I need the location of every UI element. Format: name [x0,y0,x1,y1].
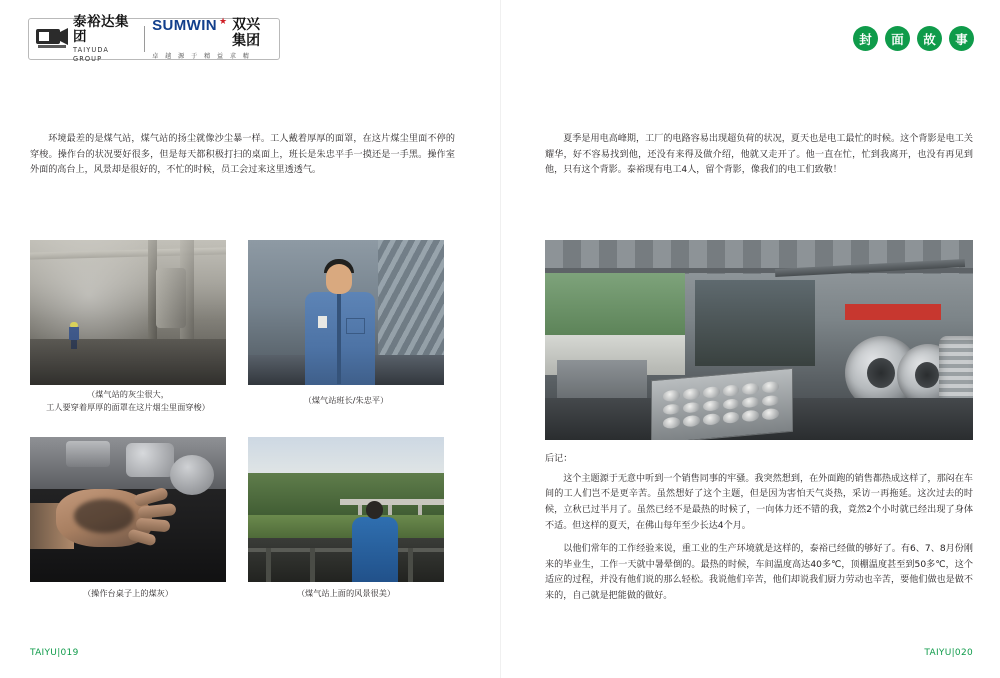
center-fold-line [500,0,501,678]
taiyuda-logo-icon [35,26,69,52]
logo-cn-name: 泰裕达集团 [73,13,129,46]
photo-gas-station [30,240,226,385]
photo-rooftop-view-caption: （煤气站上面的风景很美） [296,588,396,598]
brand-star-icon: ★ [219,17,228,28]
postscript-label: 后记： [545,454,573,464]
brand-tagline: 卓 越 源 于 精 益 求 精 [152,52,252,60]
photo-portrait-shift-leader [248,240,444,385]
postscript-paragraph-2: 以他们常年的工作经验来说，重工业的生产环境就是这样的，泰裕已经做的够好了。有6、7、8月份刚来的毕业生，工作一天就中暑晕倒的。最热的时候，车间温度高达40多℃，顶棚温度甚至到50多℃，这个适应的过程，并没有他们说的那么轻松。我说他们辛苦，他们却说我们厨力劳动也辛苦，要他们做也是做不来的，自己就是把能做的做好。 [545,544,973,602]
photo-portrait-caption: （煤气站班长/朱忠平） [303,395,389,405]
footer-page-left: TAIYU|019 [30,648,79,658]
caption-line-1: （煤气站的灰尘很大， [87,389,169,399]
photo-coal-dust-hand-caption: （操作台桌子上的煤灰） [82,588,174,598]
postscript-paragraph-1: 这个主题源于无意中听到一个销售同事的牢骚。我突然想到，在外面跑的销售都热成这样了，那闷在车间的工人们岂不是更辛苦。虽然想好了这个主题，但是因为害怕天气炎热，采访一再拖延。这次过去的时候，立秋已过半月了。虽然已经不是最热的时候了，一向体力还不错的我，竟然2个小时就已经出现了身体不适。但这样的夏天，在佛山每年至少长达4个月。 [545,473,973,531]
postscript-block [545,452,973,613]
logo-cn-block [73,15,135,63]
chapter-badges [853,26,974,51]
photo-factory-workshop [545,240,973,440]
left-paragraph-1: 环境最差的是煤气站，煤气站的扬尘就像沙尘暴一样。工人戴着厚厚的面罩，在这片煤尘里面不停的穿梭。操作台的状况要好很多，但是每天都积极打扫的桌面上，班长是朱忠平手一摸还是一手黑。操作室外面的高台上，风景却是很好的，不忙的时候，员工会过来这里透透气。 [30,134,455,176]
right-paragraph-1: 夏季是用电高峰期，工厂的电路容易出现超负荷的状况，夏天也是电工最忙的时候。这个背影是电工关耀华，好不容易找到他，还没有来得及做介绍，他就又走开了。他一直在忙，忙到我离开，也没有再见到他，只有这个背影。泰裕现有电工4人，留个背影，像我们的电工们致敬！ [545,134,973,176]
brand-cn-name: 双兴集团 [232,17,261,49]
logo-divider [144,26,145,52]
chapter-badge-1: 封 [853,26,878,51]
footer-page-right: TAIYU|020 [924,648,973,658]
company-logo [28,13,280,63]
photo-rooftop-view [248,437,444,582]
photo-gas-station-caption [30,388,226,413]
chapter-badge-2: 面 [885,26,910,51]
caption-line-2: 工人要穿着厚厚的面罩在这片烟尘里面穿梭） [46,401,210,412]
logo-en-name: TAIYUDA GROUP [73,45,109,63]
chapter-badge-4: 事 [949,26,974,51]
photo-coal-dust-hand [30,437,226,582]
logo-brand-block [152,18,273,60]
chapter-badge-3: 故 [917,26,942,51]
brand-en-name: SUMWIN [152,17,218,35]
right-page-text-column [545,132,973,187]
left-page-text-column [30,132,455,187]
